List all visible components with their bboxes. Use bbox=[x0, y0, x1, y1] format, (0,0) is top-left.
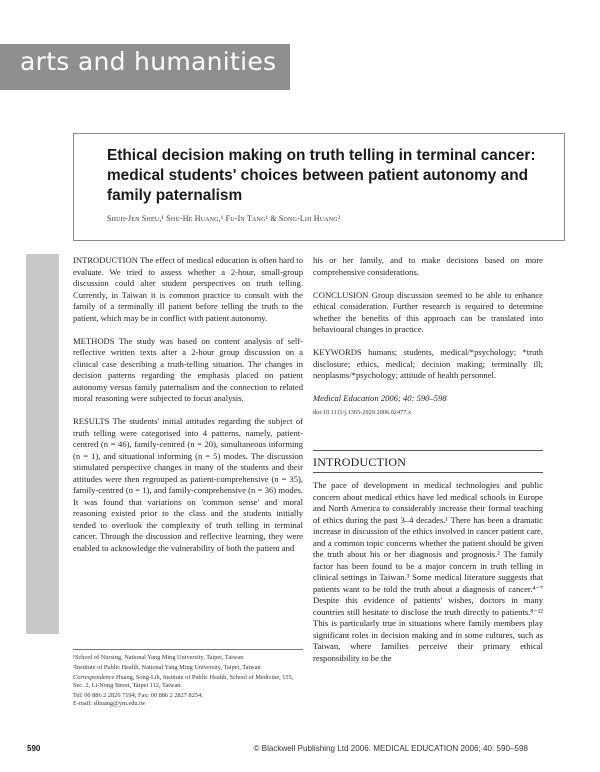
correspondence bbox=[73, 674, 303, 690]
section-banner-label: arts and humanities bbox=[20, 47, 277, 76]
abstract-left-column bbox=[73, 255, 303, 566]
introduction-heading: INTRODUCTION bbox=[313, 455, 407, 469]
doi-link[interactable]: doi:10.1111/j.1365-2929.2006.02477.x bbox=[313, 408, 412, 416]
abstract-conclusion-label: CONCLUSION bbox=[313, 289, 369, 300]
abstract-conclusion bbox=[313, 290, 543, 336]
abstract-side-bar bbox=[26, 254, 59, 634]
intro-heading-rule-top bbox=[313, 450, 543, 451]
introduction-body: The pace of development in medical technologies and public concern about medical ethics have led medical schools in Europe and North America to considerably increase their formal teaching of ethics during the past 3–4 decades.¹ There has been a dramatic increase in discussion of the ethics involved in cancer patient care, and a common topic concerns whether the patient should be given the truth about his or her diagnosis and prognosis.² The family factor has been found to be a major concern in truth telling in clinical settings in Taiwan.³ Some medical literature suggests that patients want to be told the truth about a diagnosis of cancer.⁴⁻⁷ Despite this evidence of patients' wishes, doctors in many countries still hesitate to disclose the truth directly to patients.⁸⁻¹² This is particularly true in situations where family members play significant roles in decision making and in some cultures, such as Taiwan, where families perceive their primary ethical responsibility to be the bbox=[313, 480, 543, 663]
abstract-right-column bbox=[313, 255, 543, 418]
abstract-methods-text: The study was based on content analysis of self-reflective written texts after a 2-hour group discussion on a clinical case describing a truth-telling situation. The changes in decision patterns regarding the emphasis placed on patient autonomy versus family paternalism and the connection to related moral reasoning were subjected to focus analysis. bbox=[73, 335, 304, 403]
title-box bbox=[73, 133, 565, 241]
section-banner bbox=[0, 44, 290, 90]
page-footer bbox=[0, 742, 600, 764]
intro-heading-rule-bottom bbox=[313, 472, 543, 473]
footnote-rule bbox=[73, 649, 303, 650]
abstract-keywords bbox=[313, 347, 543, 382]
abstract-results-continued: his or her family, and to make decisions based on more comprehensive considerations. bbox=[313, 255, 543, 277]
abstract-introduction-label: INTRODUCTION bbox=[73, 255, 138, 265]
correspondence-phone: Tel: 00 886 2 2826 7194; Fax: 00 886 2 2827 8254; bbox=[73, 692, 203, 699]
abstract-methods-label: METHODS bbox=[73, 335, 115, 346]
abstract-methods bbox=[73, 336, 303, 405]
correspondence-label: Correspondence bbox=[73, 674, 115, 681]
correspondence-text: Huang, Song-Lih, Institute of Public Health, School of Medicine, 155, Sec. 2, Li-Nong Street, Taipei 112, Taiwan. bbox=[73, 674, 294, 689]
abstract-introduction bbox=[73, 255, 303, 324]
abstract-introduction-text: The effect of medical education is often hard to evaluate. We tried to assess whether a 2-hour, small-group discussion could alter student perspectives on truth telling. Currently, in Taiwan it is common practice to consult with the family of a terminally ill patient before telling the truth to the patient, which may be in conflict with patient autonomy. bbox=[73, 255, 303, 323]
affiliation-1: ¹School of Nursing, National Yang Ming University, Taipei, Taiwan bbox=[73, 654, 244, 661]
abstract-results bbox=[73, 416, 303, 554]
abstract-conclusion-text: Group discussion seemed to be able to enhance ethical consideration. Further research is required to determine whether the benefits of this approach can be translated into behavioural changes in practice. bbox=[313, 289, 543, 334]
affiliation-2: ²Institute of Public Health, National Yang Ming University, Taipei, Taiwan bbox=[73, 664, 261, 671]
abstract-results-text: The students' initial attitudes regarding the subject of truth telling were categorised into 4 patterns, namely, patient-centred (n = 46), family-centred (n = 20), simultaneous informing (n = 1), and situational informing (n = 5) modes. The discussion stimulated perspective changes in many of the students and their attitudes were then regrouped as patient-comprehensive (n = 35), family-centred (n = 1), and family-comprehensive (n = 36) modes. It was found that variations on 'common sense' and moral reasoning existed prior to the class and the students initially tended to overlook the complexity of truth telling in terminal cancer. Through the discussion and reflective learning, they were enabled to acknowledge the vulnerability of both the patient and bbox=[73, 416, 303, 553]
footer-copyright: © Blackwell Publishing Ltd 2006. MEDICAL EDUCATION 2006; 40: 590–598 bbox=[253, 744, 528, 753]
page-number: 590 bbox=[27, 744, 41, 753]
abstract-results-label: RESULTS bbox=[73, 416, 110, 426]
journal-citation: Medical Education 2006; 40: 590–598 bbox=[313, 393, 447, 403]
abstract-keywords-text: humans; students, medical/*psychology; *truth disclosure; ethics, medical; decision making; terminally ill; neoplasms/*psychology; attitude of health personnel. bbox=[313, 347, 543, 380]
footnotes bbox=[73, 654, 303, 708]
author-list: Shuh-Jen Sheu,¹ Shu-He Huang,¹ Fu-In Tang¹ & Song-Lih Huang² bbox=[107, 214, 341, 223]
article-title: Ethical decision making on truth telling in terminal cancer: medical students' choices between patient autonomy and family paternalism bbox=[107, 147, 536, 204]
abstract-keywords-label: KEYWORDS bbox=[313, 347, 362, 357]
correspondence-email[interactable]: E-mail: slhuang@ym.edu.tw bbox=[73, 700, 146, 707]
